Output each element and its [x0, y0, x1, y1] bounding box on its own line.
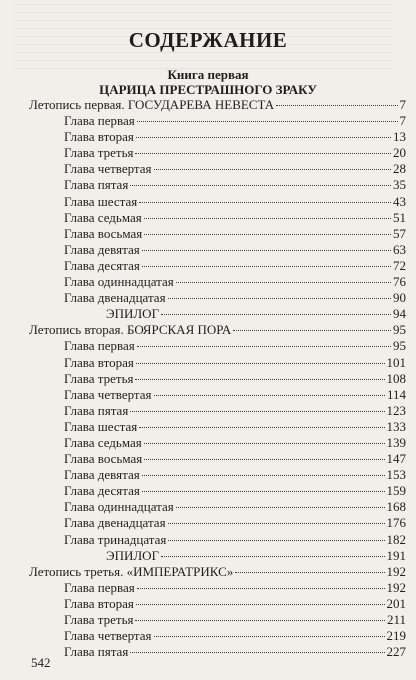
- toc-entry-page: 147: [386, 451, 406, 467]
- toc-entry-label: Глава десятая: [64, 257, 140, 273]
- toc-entry-page: 139: [386, 434, 406, 450]
- toc-entry-label: ЭПИЛОГ: [106, 306, 160, 322]
- toc-entry-label: Глава девятая: [64, 241, 140, 257]
- toc-entry-label: Глава вторая: [64, 595, 134, 611]
- toc-entry-page: 51: [393, 209, 406, 225]
- toc-entry-label: Глава пятая: [64, 644, 129, 660]
- page-number: 542: [31, 655, 51, 670]
- toc-entry-page: 114: [386, 386, 406, 402]
- toc-entry-page: 133: [386, 418, 406, 434]
- dot-leader: [176, 271, 391, 283]
- toc-entry-page: 176: [386, 515, 406, 531]
- toc-entry-page: 182: [386, 531, 406, 547]
- table-of-contents: [29, 97, 406, 660]
- toc-entry-page: 43: [393, 193, 406, 209]
- dot-leader: [144, 223, 391, 235]
- toc-chapter-entry: [29, 644, 406, 660]
- page-title: СОДЕРЖАНИЕ: [128, 28, 288, 52]
- dot-leader: [130, 400, 384, 412]
- toc-entry-label: Глава третья: [64, 145, 134, 161]
- dot-leader: [136, 126, 391, 138]
- toc-entry-label: Глава вторая: [64, 129, 134, 145]
- dot-leader: [235, 561, 384, 573]
- toc-entry-label: Глава двенадцатая: [64, 290, 166, 306]
- dot-leader: [176, 496, 385, 508]
- toc-entry-label: Глава десятая: [64, 483, 140, 499]
- dot-leader: [168, 287, 391, 299]
- toc-entry-page: 159: [386, 483, 406, 499]
- dot-leader: [135, 609, 384, 621]
- book-label: Книга первая: [167, 67, 249, 82]
- toc-entry-page: 90: [393, 290, 406, 306]
- toc-entry-label: Глава девятая: [64, 467, 140, 483]
- toc-entry-page: 101: [386, 354, 406, 370]
- toc-entry-label: Глава пятая: [64, 402, 129, 418]
- toc-entry-page: 7: [399, 113, 406, 129]
- toc-entry-page: 201: [386, 595, 406, 611]
- dot-leader: [137, 110, 398, 122]
- toc-entry-label: Глава четвертая: [64, 386, 152, 402]
- dot-leader: [154, 625, 385, 637]
- toc-entry-page: 72: [393, 257, 406, 273]
- dot-leader: [137, 577, 385, 589]
- dot-leader: [130, 641, 384, 653]
- dot-leader: [142, 239, 391, 251]
- toc-entry-page: 219: [386, 628, 406, 644]
- toc-entry-label: Глава восьмая: [64, 225, 143, 241]
- toc-entry-page: 20: [393, 145, 406, 161]
- toc-entry-label: Глава седьмая: [64, 209, 142, 225]
- dot-leader: [144, 448, 384, 460]
- toc-entry-label: Глава вторая: [64, 354, 134, 370]
- toc-entry-label: Летопись третья. «ИМПЕРАТРИКС»: [29, 563, 234, 579]
- dot-leader: [168, 529, 384, 541]
- toc-entry-label: Глава седьмая: [64, 434, 142, 450]
- toc-entry-label: Глава первая: [64, 579, 135, 595]
- dot-leader: [130, 174, 391, 186]
- toc-entry-label: Глава третья: [64, 370, 134, 386]
- toc-entry-page: 227: [386, 644, 406, 660]
- toc-entry-page: 168: [386, 499, 406, 515]
- toc-entry-page: 7: [399, 97, 406, 112]
- dot-leader: [154, 384, 385, 396]
- toc-entry-page: 191: [386, 547, 406, 563]
- dot-leader: [136, 352, 385, 364]
- dot-leader: [137, 335, 391, 347]
- toc-entry-page: 13: [393, 129, 406, 145]
- toc-entry-label: Глава четвертая: [64, 628, 152, 644]
- toc-entry-page: 94: [393, 306, 406, 322]
- toc-entry-label: ЭПИЛОГ: [106, 547, 160, 563]
- dot-leader: [136, 593, 385, 605]
- toc-entry-label: Глава первая: [64, 338, 135, 354]
- toc-entry-label: Глава тринадцатая: [64, 531, 167, 547]
- toc-entry-page: 108: [386, 370, 406, 386]
- toc-entry-page: 63: [393, 241, 406, 257]
- dot-leader: [144, 207, 391, 219]
- toc-entry-label: Глава шестая: [64, 193, 138, 209]
- toc-entry-page: 35: [393, 177, 406, 193]
- toc-entry-page: 211: [386, 612, 406, 627]
- toc-entry-page: 76: [393, 274, 406, 290]
- toc-entry-label: Глава пятая: [64, 177, 129, 193]
- dot-leader: [135, 142, 391, 154]
- dot-leader: [161, 545, 384, 557]
- toc-entry-label: Глава двенадцатая: [64, 515, 166, 531]
- toc-entry-label: Глава одиннадцатая: [64, 274, 174, 290]
- toc-entry-label: Глава третья: [64, 612, 134, 627]
- toc-entry-label: Летопись первая. ГОСУДАРЕВА НЕВЕСТА: [29, 97, 275, 112]
- dot-leader: [161, 303, 391, 315]
- toc-entry-label: Глава первая: [64, 113, 135, 129]
- toc-entry-label: Глава четвертая: [64, 161, 152, 177]
- dot-leader: [142, 464, 385, 476]
- toc-entry-page: 95: [393, 338, 406, 354]
- dot-leader: [154, 158, 391, 170]
- dot-leader: [142, 255, 391, 267]
- dot-leader: [144, 432, 385, 444]
- toc-entry-label: Глава восьмая: [64, 451, 143, 467]
- book-title: ЦАРИЦА ПРЕСТРАШНОГО ЗРАКУ: [99, 82, 317, 97]
- dot-leader: [139, 191, 391, 203]
- dot-leader: [233, 319, 391, 331]
- toc-entry-label: Глава одиннадцатая: [64, 499, 174, 515]
- toc-entry-page: 192: [386, 563, 406, 579]
- dot-leader: [276, 94, 397, 106]
- dot-leader: [168, 512, 385, 524]
- toc-entry-label: Глава шестая: [64, 418, 138, 434]
- toc-entry-page: 95: [393, 322, 406, 338]
- dot-leader: [142, 480, 385, 492]
- toc-entry-page: 28: [393, 161, 406, 177]
- dot-leader: [139, 416, 384, 428]
- toc-entry-label: Летопись вторая. БОЯРСКАЯ ПОРА: [29, 322, 232, 338]
- toc-entry-page: 123: [386, 402, 406, 418]
- toc-entry-page: 192: [386, 579, 406, 595]
- toc-entry-page: 57: [393, 225, 406, 241]
- toc-entry-page: 153: [386, 467, 406, 483]
- dot-leader: [135, 368, 384, 380]
